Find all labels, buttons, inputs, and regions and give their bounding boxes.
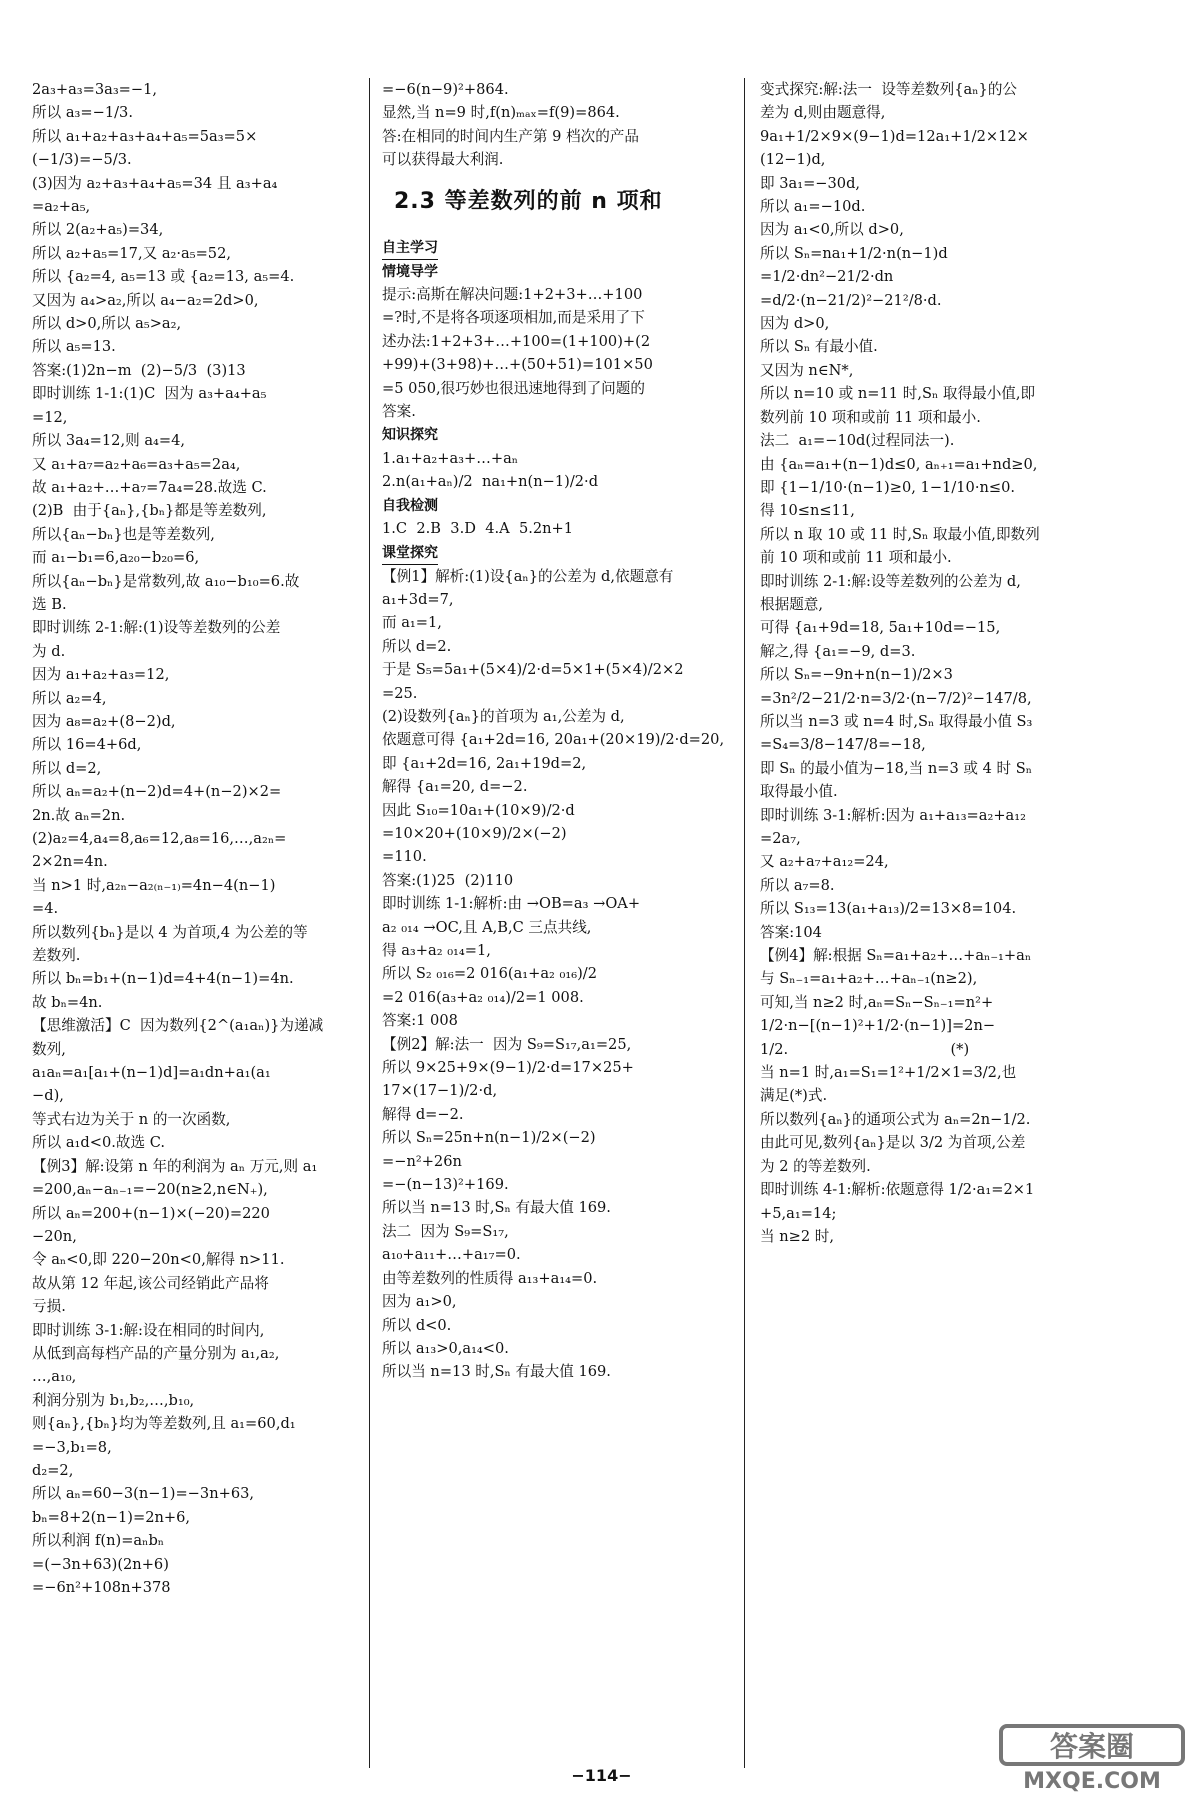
text-line: =−6n²+108n+378	[32, 1579, 171, 1596]
text-line: =12,	[32, 408, 68, 426]
text-line: 所以 16=4+6d,	[32, 736, 142, 754]
subheading-classroom: 课堂探究	[382, 542, 438, 565]
text-line: 即 {a₁+2d=16, 2a₁+19d=2,	[382, 754, 587, 772]
text-line: 解得 {a₁=20, d=−2.	[382, 778, 528, 796]
text-line: d₂=2,	[32, 1461, 74, 1479]
subheading-self-check: 自我检测	[382, 497, 438, 514]
text-line: −d),	[32, 1087, 64, 1105]
text-line: =2a₇,	[760, 830, 801, 847]
text-line: =110.	[382, 848, 427, 866]
text-line: 答:在相同的时间内生产第 9 档次的产品	[382, 127, 639, 145]
text-line: 所以数列{bₙ}是以 4 为首项,4 为公差的等	[32, 923, 308, 941]
text-line: 所以 S₂ ₀₁₆=2 016(a₁+a₂ ₀₁₆)/2	[382, 965, 597, 983]
text-line: 答案:(1)25 (2)110	[382, 871, 514, 889]
text-line: 所以 d<0.	[382, 1316, 452, 1334]
text-line: 所以 {a₂=4, a₅=13 或 {a₂=13, a₅=4.	[32, 268, 295, 286]
text-line: 所以 Sₙ 有最小值.	[760, 338, 878, 356]
text-line: 差为 d,则由题意得,	[760, 104, 886, 122]
text-line: 而 a₁=1,	[382, 614, 442, 632]
text-line: 所以 Sₙ=25n+n(n−1)/2×(−2)	[382, 1129, 596, 1147]
text-line: 所以{aₙ−bₙ}也是等差数列,	[32, 525, 215, 543]
text-line: 【例1】解析:(1)设{aₙ}的公差为 d,依题意有	[382, 567, 674, 585]
text-line: 因为 a₁<0,所以 d>0,	[760, 221, 904, 239]
text-line: 所以当 n=3 或 n=4 时,Sₙ 取得最小值 S₃	[760, 712, 1033, 730]
text-line: 数列,	[32, 1040, 66, 1058]
text-line: =−(n−13)²+169.	[382, 1176, 509, 1194]
text-line: 即时训练 1-1:(1)C 因为 a₃+a₄+a₅	[32, 385, 267, 403]
text-line: =1/2·dn²−21/2·dn	[760, 268, 894, 286]
text-line: 故 a₁+a₂+…+a₇=7a₄=28.故选 C.	[32, 478, 267, 496]
text-line: 即时训练 1-1:解析:由 →OB=a₃ →OA+	[382, 895, 641, 913]
text-line: 因为 a₈=a₂+(8−2)d,	[32, 712, 176, 730]
text-line: 所以当 n=13 时,Sₙ 有最大值 169.	[382, 1199, 611, 1217]
text-line: 所以 9×25+9×(9−1)/2·d=17×25+	[382, 1059, 634, 1077]
text-line: 所以 d=2.	[382, 637, 452, 655]
text-line: 等式右边为关于 n 的一次函数,	[32, 1110, 231, 1128]
text-line: 从低到高每档产品的产量分别为 a₁,a₂,	[32, 1344, 280, 1362]
text-line: =(−3n+63)(2n+6)	[32, 1555, 169, 1573]
text-line: 可得 {a₁+9d=18, 5a₁+10d=−15,	[760, 619, 1001, 637]
text-line: (2)设数列{aₙ}的首项为 a₁,公差为 d,	[382, 707, 625, 725]
text-line: 又因为 n∈N*,	[760, 361, 854, 379]
text-line: 1.C 2.B 3.D 4.A 5.2n+1	[382, 520, 574, 538]
text-line: =5 050,很巧妙也很迅速地得到了问题的	[382, 379, 645, 397]
text-line: …,a₁₀,	[32, 1368, 77, 1386]
text-line: 利润分别为 b₁,b₂,…,b₁₀,	[32, 1391, 195, 1409]
text-line: 答案:1 008	[382, 1012, 458, 1030]
svg-text:答案圈: 答案圈	[1049, 1730, 1135, 1763]
text-line: 前 10 项和或前 11 项和最小.	[760, 549, 952, 567]
text-line: 解得 d=−2.	[382, 1105, 464, 1123]
text-line: 述办法:1+2+3+…+100=(1+100)+(2	[382, 332, 651, 350]
text-line: 依题意可得 {a₁+2d=16, 20a₁+(20×19)/2·d=20,	[382, 731, 725, 749]
text-line: 所以 a₁=−10d.	[760, 198, 866, 216]
text-column-left	[32, 78, 377, 1599]
text-line: 即时训练 3-1:解析:因为 a₁+a₁₃=a₂+a₁₂	[760, 806, 1026, 824]
text-line: 所以利润 f(n)=aₙbₙ	[32, 1532, 165, 1550]
text-line: 显然,当 n=9 时,f(n)ₘₐₓ=f(9)=864.	[382, 104, 620, 122]
text-line: 【例4】解:根据 Sₙ=a₁+a₂+…+aₙ₋₁+aₙ	[760, 947, 1032, 965]
text-line: =200,aₙ−aₙ₋₁=−20(n≥2,n∈N₊),	[32, 1181, 268, 1199]
text-line: 所以 a₁₃>0,a₁₄<0.	[382, 1339, 509, 1357]
text-line: a₁aₙ=a₁[a₁+(n−1)d]=a₁dn+a₁(a₁	[32, 1064, 271, 1082]
text-line: 可知,当 n≥2 时,aₙ=Sₙ−Sₙ₋₁=n²+	[760, 993, 994, 1011]
text-line: 17×(17−1)/2·d,	[382, 1082, 498, 1100]
text-line: a₂ ₀₁₄ →OC,且 A,B,C 三点共线,	[382, 918, 592, 936]
text-line: 得 a₃+a₂ ₀₁₄=1,	[382, 942, 491, 959]
text-line: 所以 n 取 10 或 11 时,Sₙ 取最小值,即数列	[760, 525, 1040, 543]
text-line: 取得最小值.	[760, 783, 838, 801]
text-line: =−n²+26n	[382, 1152, 462, 1170]
text-line: 所以 a₅=13.	[32, 338, 116, 356]
text-line: 所以{aₙ−bₙ}是常数列,故 a₁₀−b₁₀=6.故	[32, 572, 300, 590]
text-line: 所以 d=2,	[32, 759, 102, 777]
text-column-right	[760, 78, 1105, 1248]
text-line: 则{aₙ},{bₙ}均为等差数列,且 a₁=60,d₁	[32, 1415, 296, 1433]
text-line: 所以 bₙ=b₁+(n−1)d=4+4(n−1)=4n.	[32, 970, 294, 988]
text-line: 2×2n=4n.	[32, 853, 108, 871]
text-line: 所以 a₁+a₂+a₃+a₄+a₅=5a₃=5×	[32, 127, 258, 145]
text-line: 所以 a₇=8.	[760, 876, 835, 894]
text-line: =4.	[32, 900, 59, 918]
text-line: =3n²/2−21/2·n=3/2·(n−7/2)²−147/8,	[760, 689, 1032, 707]
text-line: 所以当 n=13 时,Sₙ 有最大值 169.	[382, 1363, 611, 1381]
text-line: 1/2·n−[(n−1)²+1/2·(n−1)]=2n−	[760, 1017, 996, 1035]
text-line: 因为 a₁+a₂+a₃=12,	[32, 666, 170, 684]
text-line: 为 d.	[32, 642, 66, 660]
text-column-middle	[382, 78, 727, 1384]
text-line: 选 B.	[32, 595, 67, 613]
text-line: 所以 aₙ=a₂+(n−2)d=4+(n−2)×2=	[32, 783, 282, 801]
text-line: =−6(n−9)²+864.	[382, 81, 509, 98]
text-line: =S₄=3/8−147/8=−18,	[760, 736, 926, 754]
text-line: =25.	[382, 684, 418, 702]
text-line: 所以 3a₄=12,则 a₄=4,	[32, 432, 186, 450]
column-divider	[744, 78, 745, 1768]
text-line: 由 {aₙ=a₁+(n−1)d≤0, aₙ₊₁=a₁+nd≥0,	[760, 455, 1038, 473]
text-line: +5,a₁=14;	[760, 1204, 837, 1222]
text-line: 即时训练 4-1:解析:依题意得 1/2·a₁=2×1	[760, 1181, 1035, 1199]
text-line: −20n,	[32, 1227, 77, 1245]
text-line: 变式探究:解:法一 设等差数列{aₙ}的公	[760, 81, 1018, 98]
text-line: 即时训练 3-1:解:设在相同的时间内,	[32, 1321, 265, 1339]
text-line: 又 a₂+a₇+a₁₂=24,	[760, 853, 889, 871]
text-line: 所以 aₙ=200+(n−1)×(−20)=220	[32, 1204, 270, 1222]
text-line: 因为 d>0,	[760, 315, 830, 333]
text-line: 所以 aₙ=60−3(n−1)=−3n+63,	[32, 1485, 255, 1503]
text-line: 即 {1−1/10·(n−1)≥0, 1−1/10·n≤0.	[760, 478, 1016, 496]
text-line: 而 a₁−b₁=6,a₂₀−b₂₀=6,	[32, 549, 200, 567]
subheading-knowledge: 知识探究	[382, 427, 438, 444]
text-line: 当 n=1 时,a₁=S₁=1²+1/2×1=3/2,也	[760, 1064, 1017, 1082]
text-line: 所以 n=10 或 n=11 时,Sₙ 取得最小值,即	[760, 385, 1036, 403]
text-line: 法二 因为 S₉=S₁₇,	[382, 1222, 509, 1240]
text-line: =−3,b₁=8,	[32, 1438, 112, 1456]
subheading-situation: 情境导学	[382, 263, 438, 280]
text-line: 2a₃+a₃=3a₃=−1,	[32, 81, 158, 98]
text-line: a₁+3d=7,	[382, 590, 454, 608]
subheading-self-study: 自主学习	[382, 237, 438, 260]
text-line: 因此 S₁₀=10a₁+(10×9)/2·d	[382, 801, 575, 819]
text-line: 又 a₁+a₇=a₂+a₆=a₃+a₅=2a₄,	[32, 455, 241, 473]
text-line: 由此可见,数列{aₙ}是以 3/2 为首项,公差	[760, 1134, 1026, 1152]
text-line: a₁₀+a₁₁+…+a₁₇=0.	[382, 1246, 521, 1264]
text-line: (−1/3)=−5/3.	[32, 151, 132, 169]
text-line: 当 n>1 时,a₂ₙ−a₂₍ₙ₋₁₎=4n−4(n−1)	[32, 876, 276, 894]
text-line: 所以 d>0,所以 a₅>a₂,	[32, 315, 182, 333]
text-line: 【思维激活】C 因为数列{2^(a₁aₙ)}为递减	[32, 1017, 324, 1035]
text-line: 答案.	[382, 403, 416, 421]
text-line: 解之,得 {a₁=−9, d=3.	[760, 642, 916, 660]
text-line: 故 bₙ=4n.	[32, 993, 103, 1011]
text-line: 与 Sₙ₋₁=a₁+a₂+…+aₙ₋₁(n≥2),	[760, 970, 978, 988]
text-line: 满足(*)式.	[760, 1087, 828, 1105]
text-line: 【例3】解:设第 n 年的利润为 aₙ 万元,则 a₁	[32, 1157, 318, 1175]
text-line: 根据题意,	[760, 595, 824, 613]
text-line: 即时训练 2-1:解:设等差数列的公差为 d,	[760, 572, 1021, 590]
text-line: 令 aₙ<0,即 220−20n<0,解得 n>11.	[32, 1251, 285, 1269]
text-line: 当 n≥2 时,	[760, 1227, 835, 1245]
text-line: 即时训练 2-1:解:(1)设等差数列的公差	[32, 619, 281, 637]
text-line: =?时,不是将各项逐项相加,而是采用了下	[382, 309, 645, 327]
text-line: 因为 a₁>0,	[382, 1293, 457, 1311]
text-line: 又因为 a₄>a₂,所以 a₄−a₂=2d>0,	[32, 291, 259, 309]
text-line: 所以 Sₙ=−9n+n(n−1)/2×3	[760, 666, 953, 684]
text-line: 于是 S₅=5a₁+(5×4)/2·d=5×1+(5×4)/2×2	[382, 661, 684, 679]
text-line: (3)因为 a₂+a₃+a₄+a₅=34 且 a₃+a₄	[32, 174, 278, 192]
text-line: 亏损.	[32, 1298, 66, 1316]
text-line: =10×20+(10×9)/2×(−2)	[382, 824, 567, 842]
text-line: =2 016(a₃+a₂ ₀₁₄)/2=1 008.	[382, 988, 584, 1006]
text-line: 所以 2(a₂+a₅)=34,	[32, 221, 164, 239]
text-line: 1.a₁+a₂+a₃+…+aₙ	[382, 449, 519, 467]
text-line: (12−1)d,	[760, 151, 826, 169]
text-line: =a₂+a₅,	[32, 198, 91, 216]
text-line: bₙ=8+2(n−1)=2n+6,	[32, 1508, 191, 1526]
text-line: 差数列.	[32, 947, 81, 965]
text-line: 提示:高斯在解决问题:1+2+3+…+100	[382, 286, 643, 304]
text-line: 答案:(1)2n−m (2)−5/3 (3)13	[32, 361, 246, 379]
text-line: 可以获得最大利润.	[382, 151, 504, 169]
text-line: 所以数列{aₙ}的通项公式为 aₙ=2n−1/2.	[760, 1110, 1031, 1128]
text-line: 答案:104	[760, 923, 822, 941]
text-line: 即 Sₙ 的最小值为−18,当 n=3 或 4 时 Sₙ	[760, 759, 1033, 777]
text-line: 法二 a₁=−10d(过程同法一).	[760, 432, 955, 450]
text-line: 由等差数列的性质得 a₁₃+a₁₄=0.	[382, 1269, 598, 1287]
text-line: +99)+(3+98)+…+(50+51)=101×50	[382, 356, 653, 374]
text-line: (2)B 由于{aₙ},{bₙ}都是等差数列,	[32, 502, 267, 520]
text-line: 所以 a₂=4,	[32, 689, 107, 707]
text-line: 所以 S₁₃=13(a₁+a₁₃)/2=13×8=104.	[760, 900, 1017, 918]
text-line: 9a₁+1/2×9×(9−1)d=12a₁+1/2×12×	[760, 127, 1029, 145]
section-title: 2.3 等差数列的前 n 项和	[394, 188, 663, 214]
text-line: 所以 a₂+a₅=17,又 a₂·a₅=52,	[32, 244, 232, 262]
page-number: −114−	[571, 1766, 632, 1785]
text-line: 2n.故 aₙ=2n.	[32, 806, 126, 824]
watermark-logo	[997, 1722, 1187, 1792]
text-line: (2)a₂=4,a₄=8,a₆=12,a₈=16,…,a₂ₙ=	[32, 830, 287, 847]
text-line: 数列前 10 项和或前 11 项和最小.	[760, 408, 981, 426]
text-line: =d/2·(n−21/2)²−21²/8·d.	[760, 291, 942, 309]
text-line: 故从第 12 年起,该公司经销此产品将	[32, 1274, 269, 1292]
text-line: 即 3a₁=−30d,	[760, 174, 861, 192]
text-line: 所以 Sₙ=na₁+1/2·n(n−1)d	[760, 244, 948, 262]
text-line: 【例2】解:法一 因为 S₉=S₁₇,a₁=25,	[382, 1035, 632, 1053]
text-line: 为 2 的等差数列.	[760, 1157, 871, 1175]
text-line: 2.n(a₁+aₙ)/2 na₁+n(n−1)/2·d	[382, 473, 599, 491]
text-line: 所以 a₃=−1/3.	[32, 104, 133, 122]
text-line: 1/2. (*)	[760, 1040, 970, 1058]
text-line: 得 10≤n≤11,	[760, 502, 855, 520]
svg-text:MXQE.COM: MXQE.COM	[1023, 1769, 1161, 1792]
text-line: 所以 a₁d<0.故选 C.	[32, 1134, 165, 1152]
